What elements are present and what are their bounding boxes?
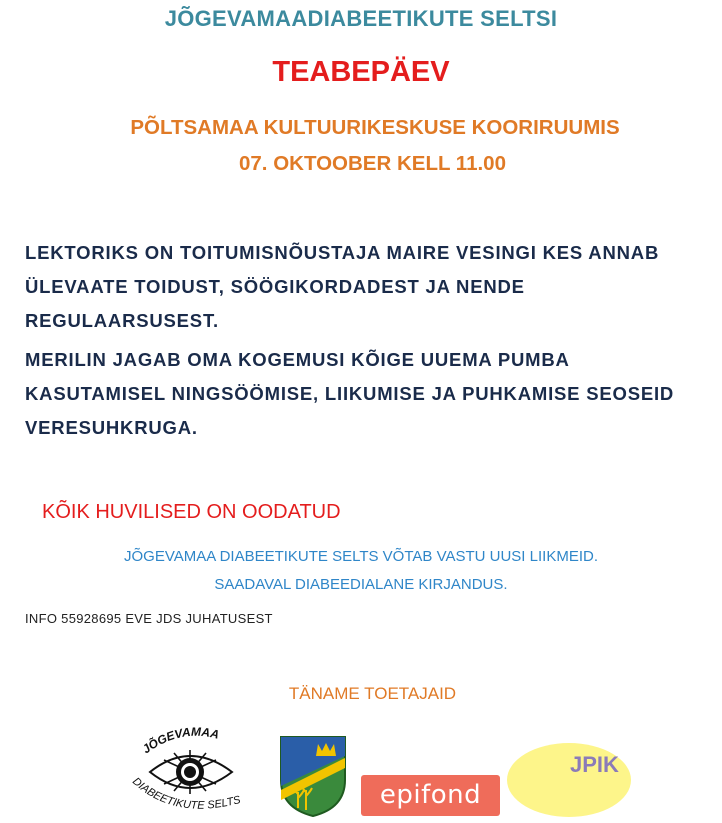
society-logo-top-text: JÕGEVAMAA [139, 724, 221, 757]
experience-paragraph: MERILIN JAGAB OMA KOGEMUSI KÕIGE UUEMA PUMBA KASUTAMISEL NINGSÖÖMISE, LIIKUMISE JA PUHKAMISE SEOSEID VERESUHKRUGA. [25, 349, 675, 438]
event-venue: PÕLTSAMAA KULTUURIKESKUSE KOORIRUUMIS [130, 116, 620, 139]
literature-line: SAADAVAL DIABEEDIALANE KIRJANDUS. [214, 576, 508, 593]
membership-block [0, 543, 722, 599]
organization-title: JÕGEVAMAADIABEETIKUTE SELTSI [164, 6, 558, 31]
society-logo-bottom-text: DIABEETIKUTE SELTS [130, 775, 242, 812]
contact-info: INFO 55928695 EVE JDS JUHATUSEST [25, 611, 273, 626]
event-datetime: 07. OKTOOBER KELL 11.00 [239, 152, 506, 175]
svg-text:JÕGEVAMAA [140, 725, 221, 757]
membership-line: JÕGEVAMAA DIABEETIKUTE SELTS VÕTAB VASTU UUSI LIIKMEID. [124, 548, 598, 565]
invitation-text: KÕIK HUVILISED ON OODATUD [42, 501, 341, 523]
epifond-logo [361, 775, 500, 816]
society-logo [128, 724, 254, 820]
eye-icon [150, 750, 232, 794]
lecture-paragraph: LEKTORIKS ON TOITUMISNÕUSTAJA MAIRE VESINGI KES ANNAB ÜLEVAATE TOIDUST, SÖÖGIKORDADEST JA NENDE REGULAARSUSEST. [25, 242, 660, 331]
sponsors-heading: TÄNAME TOETAJAID [288, 684, 457, 703]
epifond-logo-text: epifond [379, 780, 482, 810]
coat-of-arms-icon [278, 734, 348, 818]
jpik-logo-text: JPIK [570, 752, 619, 777]
event-title: TEABEPÄEV [272, 56, 450, 88]
